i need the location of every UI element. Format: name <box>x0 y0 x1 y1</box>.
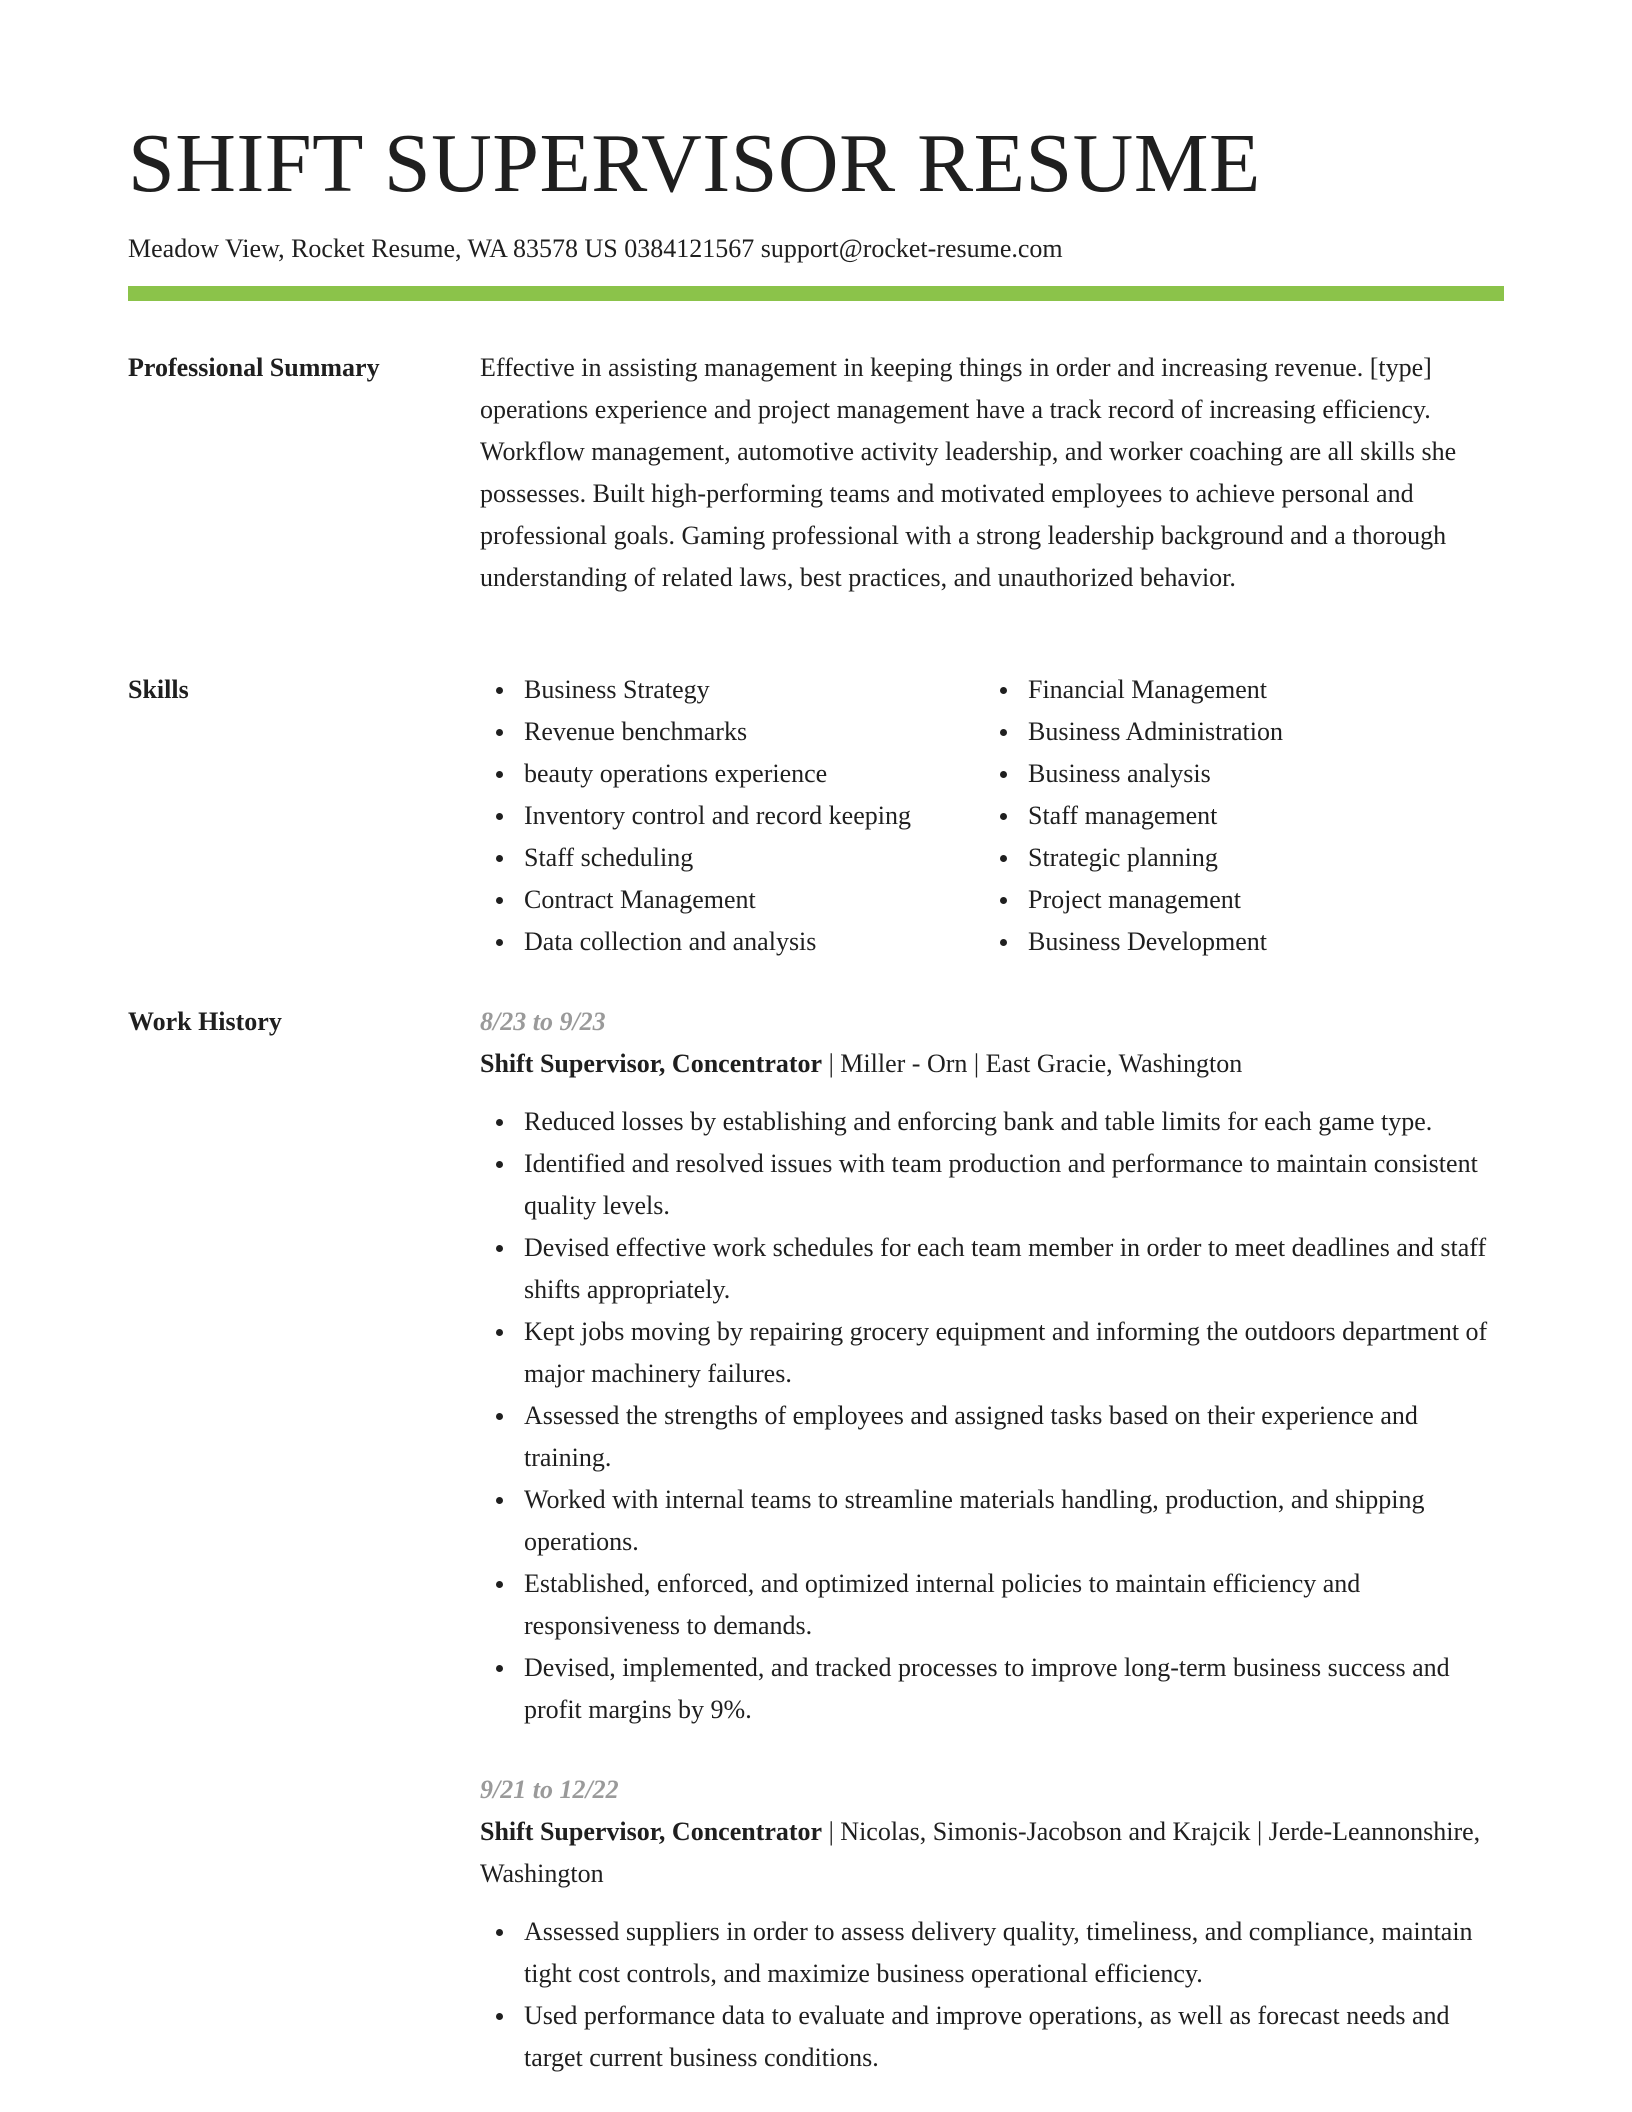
skills-list-right <box>984 669 1504 963</box>
skill-item: Business Development <box>984 921 1504 963</box>
accent-divider <box>128 286 1504 301</box>
skill-item: Staff scheduling <box>480 837 984 879</box>
responsibility-item: Used performance data to evaluate and improve operations, as well as forecast needs and target current business conditions. <box>480 1995 1504 2079</box>
summary-text: Effective in assisting management in keeping things in order and increasing revenue. [type] operations experience and project management have a track record of increasing efficiency. Workflow management, automotive activity leadership, and worker coaching are all skills she possesses. Built high-performing teams and motivated employees to achieve personal and professional goals. Gaming professional with a strong leadership background and a thorough understanding of related laws, best practices, and unauthorized behavior. <box>480 353 1457 592</box>
responsibility-item: Devised effective work schedules for each team member in order to meet deadlines and staff shifts appropriately. <box>480 1227 1504 1311</box>
job-responsibilities <box>480 1101 1504 1731</box>
contact-line: Meadow View, Rocket Resume, WA 83578 US 0384121567 support@rocket-resume.com <box>128 234 1063 263</box>
skill-item: Strategic planning <box>984 837 1504 879</box>
skill-item: Revenue benchmarks <box>480 711 984 753</box>
job-employer-location: | Miller - Orn | East Gracie, Washington <box>822 1049 1243 1078</box>
skill-item: Financial Management <box>984 669 1504 711</box>
responsibility-item: Worked with internal teams to streamline materials handling, production, and shipping operations. <box>480 1479 1504 1563</box>
skill-item: Business Strategy <box>480 669 984 711</box>
job-dates: 8/23 to 9/23 <box>480 1007 606 1036</box>
job-entry <box>480 1769 1504 2079</box>
job-title: Shift Supervisor, Concentrator <box>480 1049 823 1078</box>
skill-item: Business analysis <box>984 753 1504 795</box>
responsibility-item: Established, enforced, and optimized internal policies to maintain efficiency and responsiveness to demands. <box>480 1563 1504 1647</box>
skills-body <box>480 669 1504 963</box>
skills-columns <box>480 669 1504 963</box>
work-history-body <box>480 1001 1504 2079</box>
job-entry <box>480 1001 1504 1731</box>
skills-list-left <box>480 669 984 963</box>
skills-heading: Skills <box>128 675 189 704</box>
skill-item: Contract Management <box>480 879 984 921</box>
responsibility-item: Identified and resolved issues with team production and performance to maintain consistent quality levels. <box>480 1143 1504 1227</box>
responsibility-item: Reduced losses by establishing and enforcing bank and table limits for each game type. <box>480 1101 1504 1143</box>
summary-body <box>480 347 1504 599</box>
summary-heading: Professional Summary <box>128 353 380 382</box>
work-history-heading: Work History <box>128 1007 282 1036</box>
skill-item: Project management <box>984 879 1504 921</box>
job-heading <box>480 1811 1504 1895</box>
job-responsibilities <box>480 1911 1504 2079</box>
resume-title: SHIFT SUPERVISOR RESUME <box>128 117 1261 210</box>
skill-item: Business Administration <box>984 711 1504 753</box>
skill-item: beauty operations experience <box>480 753 984 795</box>
responsibility-item: Kept jobs moving by repairing grocery equipment and informing the outdoors department of major machinery failures. <box>480 1311 1504 1395</box>
responsibility-item: Assessed the strengths of employees and assigned tasks based on their experience and training. <box>480 1395 1504 1479</box>
job-dates: 9/21 to 12/22 <box>480 1775 619 1804</box>
job-heading <box>480 1043 1504 1085</box>
skill-item: Inventory control and record keeping <box>480 795 984 837</box>
job-title: Shift Supervisor, Concentrator <box>480 1817 823 1846</box>
responsibility-item: Devised, implemented, and tracked processes to improve long-term business success and profit margins by 9%. <box>480 1647 1504 1731</box>
skill-item: Staff management <box>984 795 1504 837</box>
job-employer-location: | Nicolas, Simonis-Jacobson and Krajcik | Jerde-Leannonshire, Washington <box>480 1817 1481 1888</box>
skill-item: Data collection and analysis <box>480 921 984 963</box>
responsibility-item: Assessed suppliers in order to assess delivery quality, timeliness, and compliance, maintain tight cost controls, and maximize business operational efficiency. <box>480 1911 1504 1995</box>
